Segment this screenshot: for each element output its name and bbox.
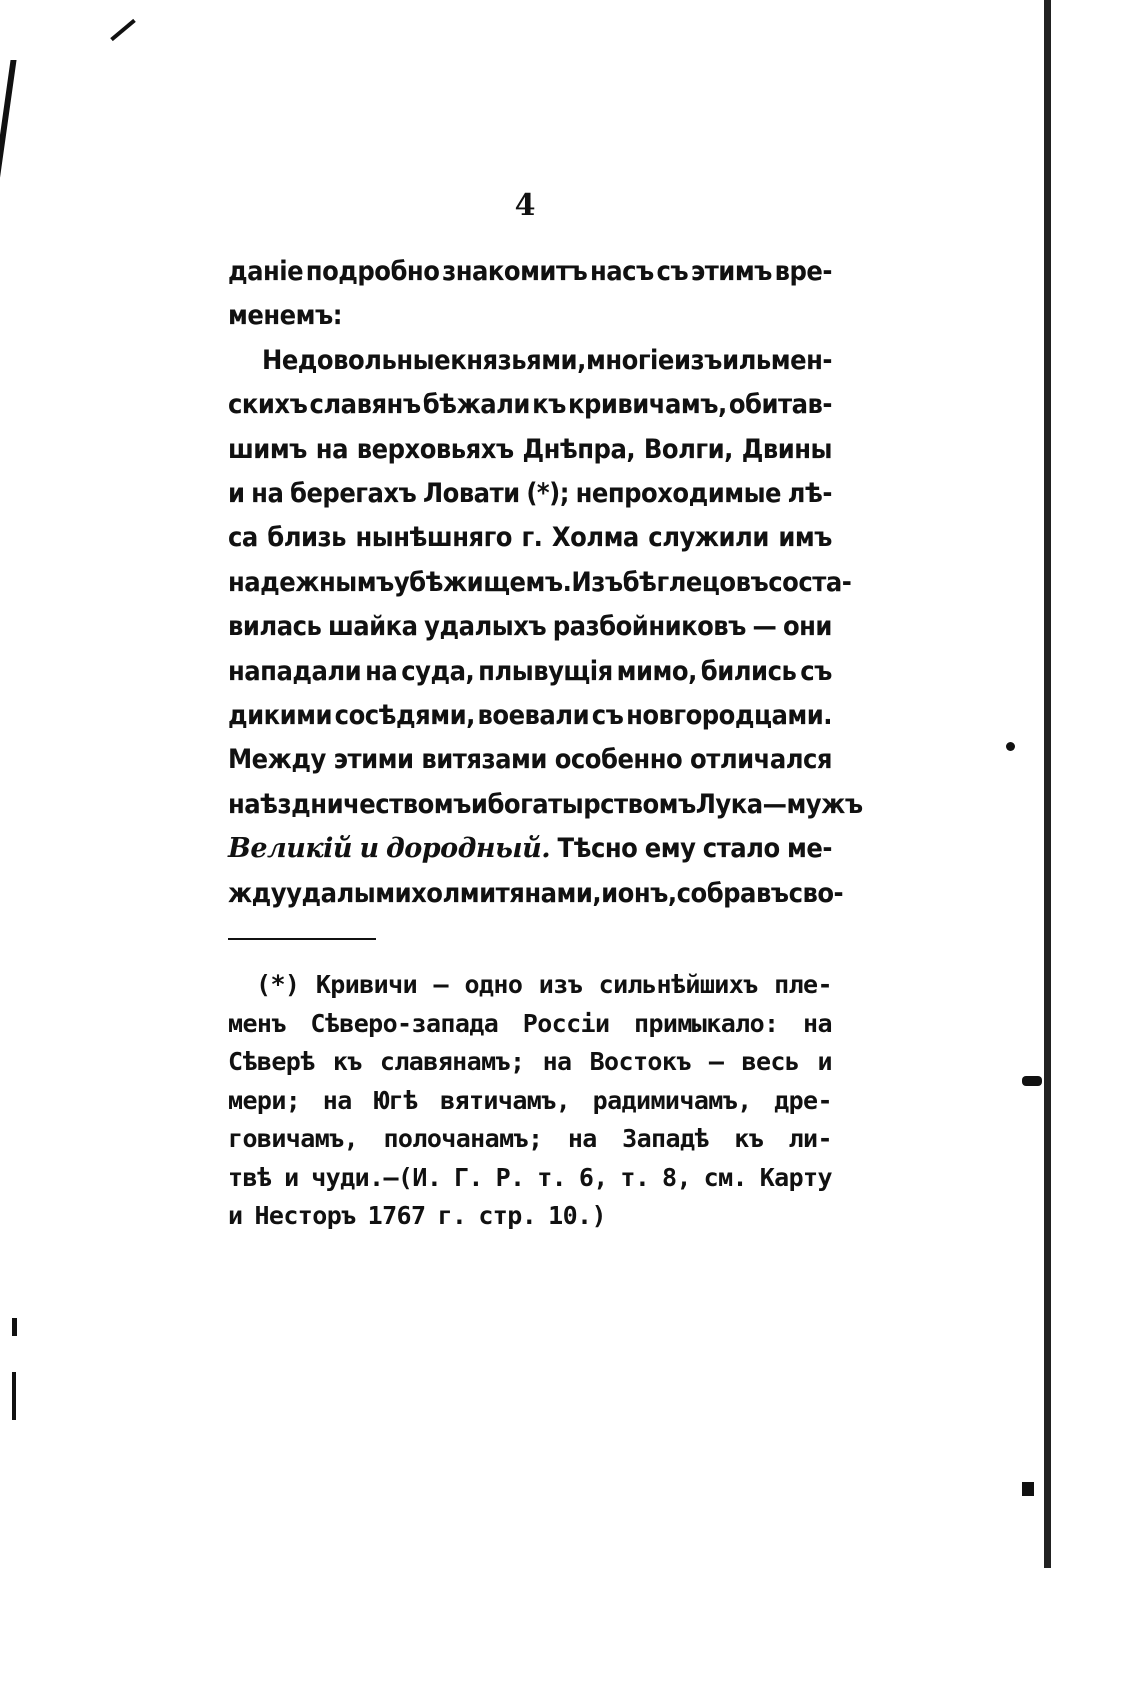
word: стало [702,833,780,865]
word: (*); [526,478,569,509]
word: сво- [788,877,844,909]
word: удалыми [286,877,412,909]
word: нынѣшняго [355,522,512,554]
word: Несторъ [254,1201,356,1230]
word: Западѣ [622,1124,709,1153]
scan-artifact [12,1372,16,1420]
word: 6, [578,1162,608,1192]
word: и [228,478,245,509]
word: наѣздничествомъ [228,788,471,820]
word: полочанамъ; [383,1124,543,1153]
word: особенно [554,744,683,776]
word: вятичамъ, [440,1085,571,1115]
body-line [228,738,832,782]
word: мери; [228,1085,301,1115]
word: скихъ [228,389,308,421]
word: Сѣверѣ [228,1047,315,1076]
word: г. [437,1201,467,1230]
word: вре- [774,256,832,287]
word: Югѣ [374,1085,418,1115]
word: ме- [787,833,832,865]
word: шайка [327,611,418,643]
word: воевали [477,700,590,731]
word: убѣжищемъ. [393,566,572,598]
footnote-line [228,1082,832,1120]
word: данiе [228,256,304,287]
word: говичамъ, [228,1124,359,1153]
word: на [365,655,398,687]
word: радимичамъ, [592,1085,752,1115]
word: дре- [774,1085,832,1115]
scan-artifact [0,60,17,210]
word: славянъ [309,389,421,421]
word: съ [591,700,624,731]
word: Ловати [422,478,520,509]
word: на [803,1008,832,1038]
word: и [601,877,618,909]
body-line [228,516,832,560]
word: насъ [589,256,654,287]
word: 8, [662,1162,691,1192]
word: Лука—мужъ [695,788,863,820]
page-number: 4 [514,188,536,223]
word: Г. [453,1162,483,1192]
word: кривичамъ, [568,389,727,421]
word: имъ [778,522,832,554]
word: мимо, [616,655,697,687]
footnote-line [228,1197,832,1235]
word: ему [644,833,696,865]
word: съ [800,655,832,687]
word: плывущiя [478,655,613,687]
word: Россiи [522,1008,610,1038]
word: Карту [759,1162,832,1192]
body-line [228,872,844,916]
word: Кривичи [315,970,418,999]
word: Недовольные [262,344,451,376]
body-line [228,294,832,338]
word: бѣглецовъ [622,566,769,598]
word: — [433,970,448,999]
word: этимъ [690,256,772,287]
word: весь [741,1047,800,1076]
word: изъ [538,970,583,999]
word: Р. [495,1162,525,1192]
word: чуди.—(И. [311,1162,442,1192]
word: разбойниковъ [552,611,746,643]
word: — [752,611,777,643]
word: лѣ- [787,478,832,509]
word: соста- [768,566,852,598]
body-line [228,650,832,694]
scan-artifact [12,1318,17,1336]
word: жду [228,877,287,909]
word: съ [656,256,689,287]
word: берегахъ [289,478,417,509]
footnote-line [228,1043,832,1081]
word: Сѣверо-запада [310,1008,499,1038]
word: богатырствомъ [487,788,696,820]
word: ли- [788,1124,832,1153]
body-line [228,694,832,738]
word: Великiй [228,833,353,865]
footnote-separator [228,938,376,940]
word: бѣжали [422,389,530,421]
word: близь [267,522,347,554]
word: верховьяхъ [356,433,514,465]
scan-artifact [1022,1076,1042,1086]
body-line [228,250,832,294]
word: са [228,522,258,554]
word: и [284,1162,299,1192]
word: славянамъ; [379,1047,525,1076]
footnote-line [228,1159,832,1197]
footnote-line [228,1005,832,1043]
word: вилась [228,611,322,643]
word: новгородцами. [626,700,832,731]
word: они [782,611,832,643]
word: шимъ [228,433,307,465]
word: бились [700,655,797,687]
word: суда, [401,655,475,687]
word: твѣ [228,1162,272,1192]
word: сильнѣйшихъ [598,970,758,999]
word: Волги, [643,433,733,465]
word: и [228,1201,243,1230]
word: на [315,433,348,465]
word: этими [333,744,414,776]
word: Днѣпра, [522,433,636,465]
word: непроходимые [575,478,782,509]
word: см. [703,1162,747,1192]
word: — [708,1047,724,1076]
word: холмитянами, [411,877,602,909]
word: удалыхъ [424,611,547,643]
word: г. [521,522,543,554]
word: къ [734,1124,764,1153]
word: и [359,833,379,865]
word: Изъ [571,566,623,598]
body-line [228,472,832,516]
word: стр. [478,1201,537,1230]
word: 10.) [548,1201,606,1230]
body-line [228,783,863,827]
word: отличался [690,744,832,776]
body-line [228,383,832,427]
word: нападали [228,655,362,687]
body-line [228,561,852,605]
word: на [542,1047,572,1076]
word: онъ, [617,877,677,909]
word: т. [620,1162,650,1192]
word: изъ [674,344,722,376]
word: (*) [256,970,300,999]
body-line [262,339,832,383]
word: на [567,1124,597,1153]
word: менъ [228,1008,286,1038]
word: собравъ [676,877,789,909]
body-line [228,827,832,871]
word: многiе [586,344,674,376]
word: Двины [741,433,832,465]
word: на [251,478,284,509]
body-line [228,428,832,472]
word: 1767 [367,1201,426,1230]
word: и [817,1047,832,1076]
word: Холма [551,522,639,554]
word: Между [228,744,326,776]
word: пле- [774,970,832,999]
word: къ [332,1047,362,1076]
word: сосѣдями, [334,700,475,731]
word: ильмен- [722,344,832,376]
footnote-line [256,966,832,1004]
word: одно [464,970,523,999]
word: витязами [421,744,547,776]
scan-artifact [110,19,136,41]
word: примыкало: [634,1008,779,1038]
scan-artifact [1022,1482,1034,1496]
word: и [470,788,488,820]
word: на [322,1085,352,1115]
word: надежнымъ [228,566,394,598]
body-line [228,605,832,649]
word: князьями, [450,344,586,376]
scan-artifact [1044,0,1051,1568]
word: подробно [305,256,440,287]
word: къ [532,389,566,421]
word: знакомитъ [442,256,588,287]
word: Тѣсно [557,833,638,865]
word: т. [537,1162,567,1192]
word: дикими [228,700,333,731]
footnote-line [228,1120,832,1158]
word: Востокъ [589,1047,691,1076]
word: служили [648,522,769,554]
word: менемъ: [228,300,342,332]
word: обитав- [728,389,832,421]
word: дородный. [385,833,551,865]
scan-artifact [1006,742,1015,751]
